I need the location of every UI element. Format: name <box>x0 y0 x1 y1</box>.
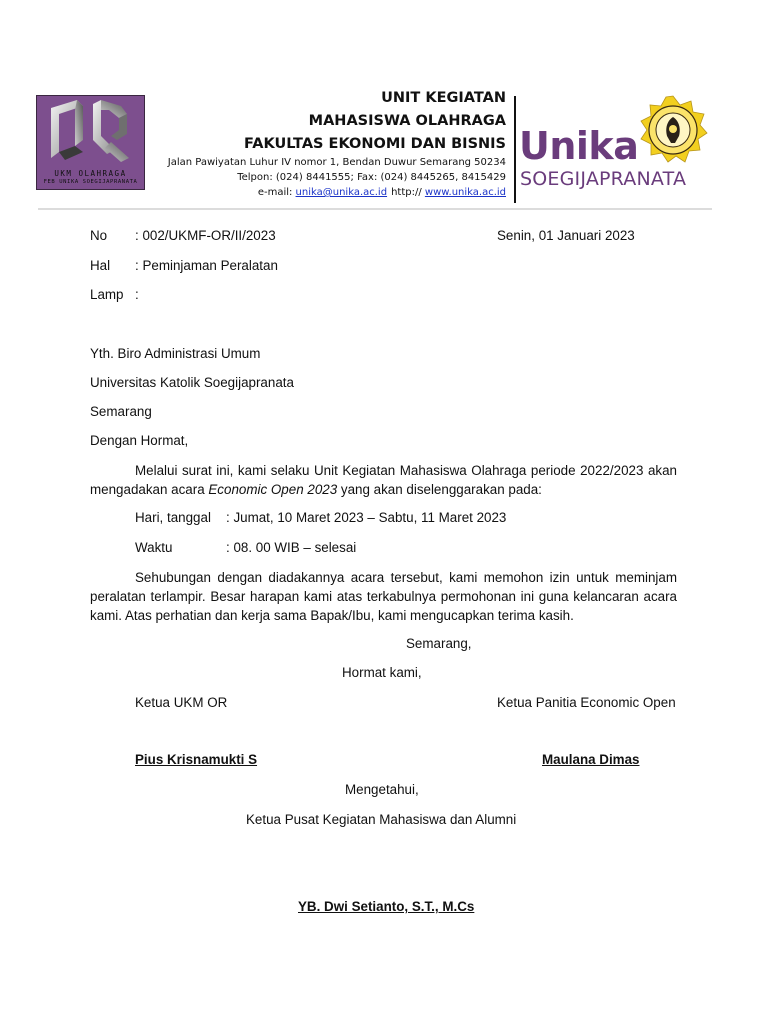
left-signatory-name: Pius Krisnamukti S <box>135 752 258 767</box>
lamp-label: Lamp <box>90 287 124 302</box>
time-value: : 08. 00 WIB – selesai <box>226 540 357 555</box>
paragraph-2: Sehubungan dengan diadakannya acara tersebut, kami memohon izin untuk meminjam peralatan terlampir. Besar harapan kami atas terkabulnya permohonan ini guna kelancaran acara kami. Atas perhatian dan kerja sama Bapak/Ibu, kami mengucapkan terima kasih. <box>90 570 677 623</box>
letter-date: Senin, 01 Januari 2023 <box>497 228 635 243</box>
right-signatory-title: Ketua Panitia Economic Open <box>497 695 676 710</box>
letter-attachment: : <box>135 287 139 302</box>
event-name: Economic Open 2023 <box>208 482 338 497</box>
time-label: Waktu <box>135 540 173 555</box>
header-contact <box>258 187 506 198</box>
website-link[interactable]: www.unika.ac.id <box>424 187 506 198</box>
right-signatory-name: Maulana Dimas <box>542 752 640 767</box>
http-prefix: http:// <box>391 187 425 198</box>
center-signatory-name: YB. Dwi Setianto, S.T., M.Cs <box>298 899 475 914</box>
left-signatory-title: Ketua UKM OR <box>135 695 228 710</box>
recipient-line-2: Universitas Katolik Soegijapranata <box>90 375 294 390</box>
paragraph-1-intro: Melalui surat ini, kami selaku Unit Kegiatan Mahasiswa Olahraga periode 2022/2023 akan mengadakan acara <box>90 463 677 497</box>
acknowledge-label: Mengetahui, <box>345 782 419 797</box>
closing-place: Semarang, <box>406 636 472 651</box>
ukm-logo-subcaption: FEB UNIKA SOEGIJAPRANATA <box>43 179 138 185</box>
letter-subject: : Peminjaman Peralatan <box>135 258 278 273</box>
ukm-logo-caption: UKM OLAHRAGA <box>54 169 127 178</box>
recipient-line-1: Yth. Biro Administrasi Umum <box>90 346 261 361</box>
no-label: No <box>90 228 108 243</box>
recipient-line-3: Semarang <box>90 404 152 419</box>
email-prefix: e-mail: <box>257 187 296 198</box>
soegijapranata-logo-text: SOEGIJAPRANATA <box>520 168 687 190</box>
ukm-olahraga-logo <box>36 95 145 190</box>
hal-label: Hal <box>90 258 111 273</box>
unika-seal-icon <box>638 95 708 165</box>
day-value: : Jumat, 10 Maret 2023 – Sabtu, 11 Maret 2023 <box>226 510 507 525</box>
header-title-2: MAHASISWA OLAHRAGA <box>308 113 506 129</box>
header-title-1: UNIT KEGIATAN <box>381 90 506 106</box>
paragraph-1-outro: yang akan diselenggarakan pada: <box>337 482 542 497</box>
center-signatory-title: Ketua Pusat Kegiatan Mahasiswa dan Alumni <box>246 812 517 827</box>
letter-number: : 002/UKMF-OR/II/2023 <box>135 228 276 243</box>
paragraph-1 <box>90 461 677 499</box>
greeting: Dengan Hormat, <box>90 433 189 448</box>
unika-logo-text: Unika <box>519 124 639 168</box>
day-label: Hari, tanggal <box>135 510 211 525</box>
header-bottom-rule <box>38 208 712 210</box>
header-address: Jalan Pawiyatan Luhur IV nomor 1, Bendan Duwur Semarang 50234 <box>167 157 506 168</box>
ukm-emblem-icon <box>37 96 144 168</box>
header-divider <box>514 96 516 203</box>
closing-regards: Hormat kami, <box>342 665 422 680</box>
header-title-3: FAKULTAS EKONOMI DAN BISNIS <box>244 136 506 152</box>
email-link[interactable]: unika@unika.ac.id <box>295 187 388 198</box>
header-phone: Telpon: (024) 8441555; Fax: (024) 8445265, 8415429 <box>237 172 506 183</box>
